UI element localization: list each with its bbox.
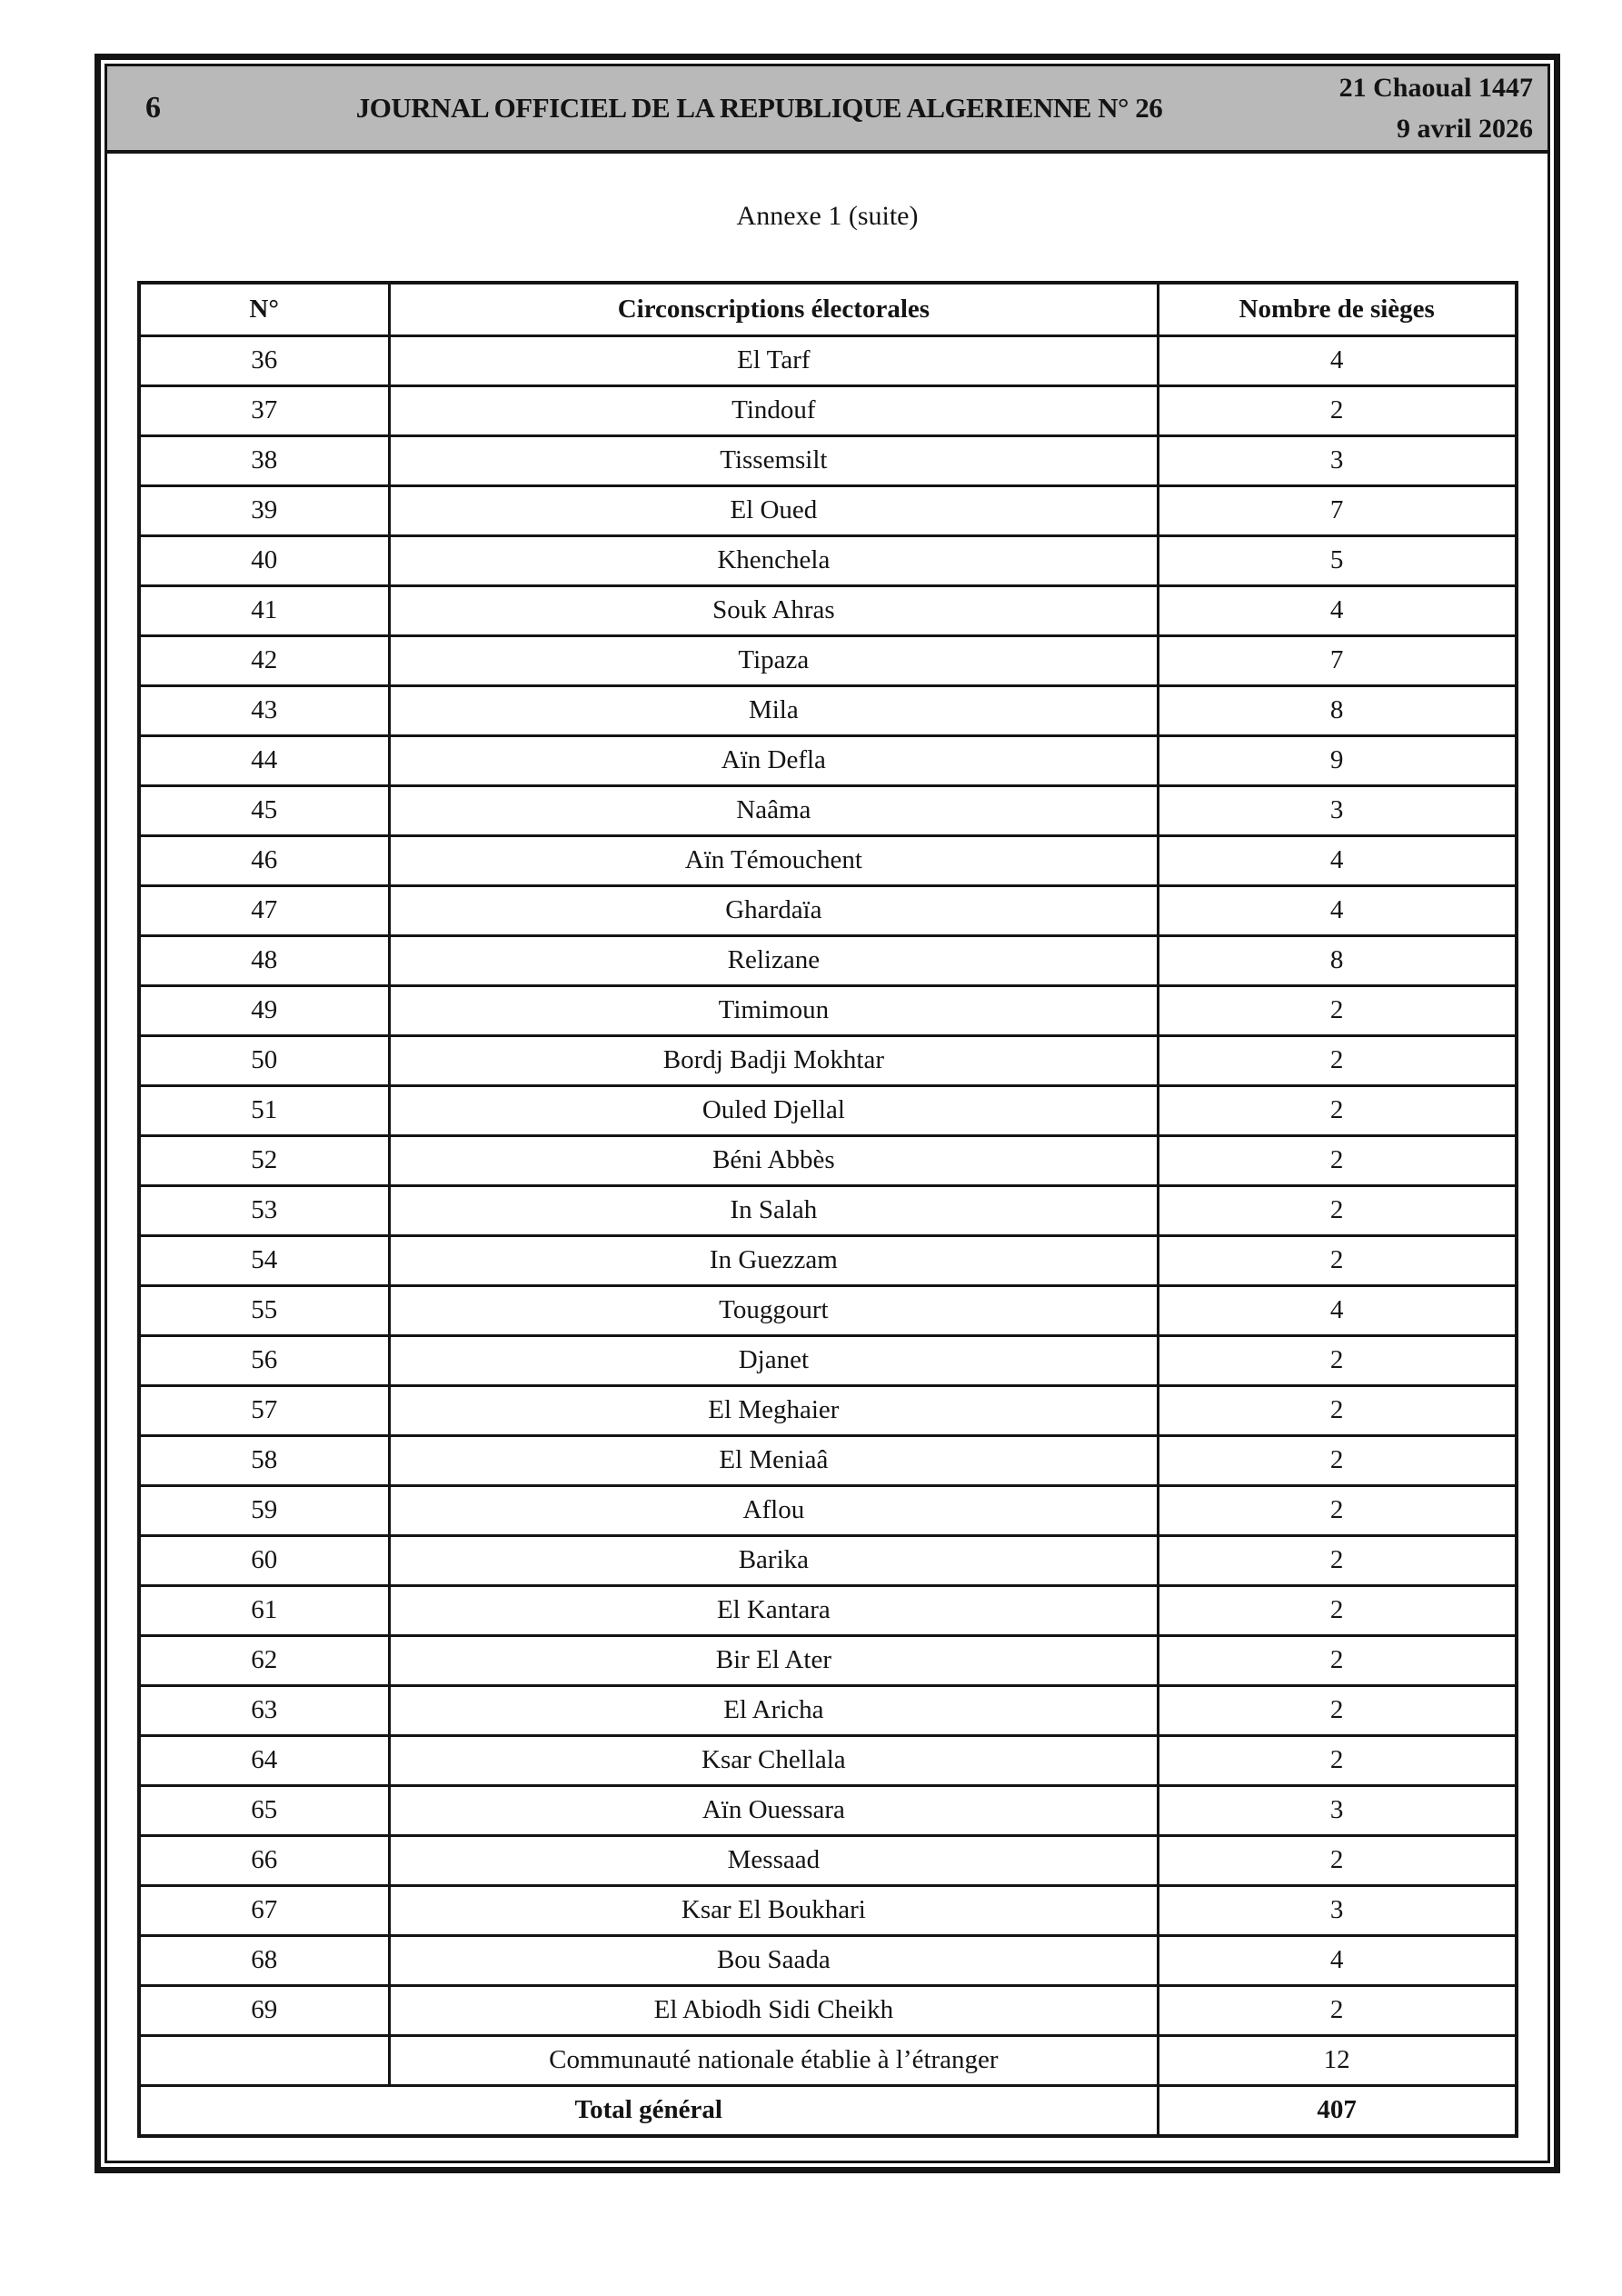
header-district: Circonscriptions électorales xyxy=(389,283,1158,335)
table-row xyxy=(139,985,1517,1035)
table-row xyxy=(139,535,1517,585)
cell-number: 62 xyxy=(139,1635,390,1685)
cell-district: El Tarf xyxy=(389,335,1158,385)
total-label: Total général xyxy=(139,2085,1159,2136)
cell-number: 48 xyxy=(139,935,390,985)
annexe-title: Annexe 1 (suite) xyxy=(736,201,919,231)
cell-seats: 4 xyxy=(1158,885,1516,935)
cell-seats: 2 xyxy=(1158,1635,1516,1685)
seats-table xyxy=(137,281,1518,2138)
table-row xyxy=(139,1885,1517,1935)
cell-number xyxy=(139,2035,390,2085)
cell-number: 49 xyxy=(139,985,390,1035)
cell-number: 67 xyxy=(139,1885,390,1935)
cell-seats: 2 xyxy=(1158,1835,1516,1885)
cell-number: 60 xyxy=(139,1535,390,1585)
header-seats: Nombre de sièges xyxy=(1158,283,1516,335)
cell-seats: 2 xyxy=(1158,985,1516,1035)
cell-seats: 2 xyxy=(1158,1685,1516,1735)
cell-number: 56 xyxy=(139,1335,390,1385)
cell-seats: 4 xyxy=(1158,1935,1516,1985)
table-row xyxy=(139,785,1517,835)
cell-district: Aflou xyxy=(389,1485,1158,1535)
cell-district: Ghardaïa xyxy=(389,885,1158,935)
date-hijri: 21 Chaoual 1447 xyxy=(1338,73,1533,103)
table-row xyxy=(139,935,1517,985)
masthead xyxy=(107,66,1547,154)
table-row xyxy=(139,385,1517,435)
cell-number: 40 xyxy=(139,535,390,585)
cell-number: 51 xyxy=(139,1085,390,1135)
cell-district: El Kantara xyxy=(389,1585,1158,1635)
cell-district: Béni Abbès xyxy=(389,1135,1158,1185)
header-number: N° xyxy=(139,283,390,335)
table-row xyxy=(139,1535,1517,1585)
cell-district: Communauté nationale établie à l’étranger xyxy=(389,2035,1158,2085)
cell-seats: 2 xyxy=(1158,1035,1516,1085)
table-row xyxy=(139,435,1517,485)
cell-district: Touggourt xyxy=(389,1285,1158,1335)
cell-seats: 2 xyxy=(1158,1985,1516,2035)
cell-seats: 2 xyxy=(1158,1735,1516,1785)
cell-number: 66 xyxy=(139,1835,390,1885)
page-inner-frame xyxy=(104,64,1550,2163)
cell-district: Timimoun xyxy=(389,985,1158,1035)
header-row xyxy=(139,283,1517,335)
table-row xyxy=(139,885,1517,935)
table-row xyxy=(139,1985,1517,2035)
cell-number: 37 xyxy=(139,385,390,435)
total-row xyxy=(139,2085,1517,2136)
cell-district: Ksar El Boukhari xyxy=(389,1885,1158,1935)
cell-number: 61 xyxy=(139,1585,390,1635)
cell-number: 69 xyxy=(139,1985,390,2035)
cell-seats: 2 xyxy=(1158,1585,1516,1635)
cell-district: Aïn Defla xyxy=(389,735,1158,785)
cell-district: Naâma xyxy=(389,785,1158,835)
cell-number: 65 xyxy=(139,1785,390,1835)
cell-seats: 4 xyxy=(1158,585,1516,635)
table-row xyxy=(139,1135,1517,1185)
total-seats: 407 xyxy=(1158,2085,1516,2136)
table-row xyxy=(139,1335,1517,1385)
cell-district: Djanet xyxy=(389,1335,1158,1385)
cell-seats: 7 xyxy=(1158,635,1516,685)
cell-district: Ouled Djellal xyxy=(389,1085,1158,1135)
cell-number: 58 xyxy=(139,1435,390,1485)
table-row xyxy=(139,635,1517,685)
table-row xyxy=(139,1685,1517,1735)
cell-seats: 4 xyxy=(1158,835,1516,885)
cell-seats: 2 xyxy=(1158,1235,1516,1285)
cell-number: 42 xyxy=(139,635,390,685)
cell-number: 59 xyxy=(139,1485,390,1535)
cell-number: 47 xyxy=(139,885,390,935)
cell-seats: 5 xyxy=(1158,535,1516,585)
cell-district: Aïn Ouessara xyxy=(389,1785,1158,1835)
cell-number: 64 xyxy=(139,1735,390,1785)
cell-district: Tipaza xyxy=(389,635,1158,685)
cell-seats: 8 xyxy=(1158,685,1516,735)
cell-number: 68 xyxy=(139,1935,390,1985)
cell-district: Khenchela xyxy=(389,535,1158,585)
cell-district: In Guezzam xyxy=(389,1235,1158,1285)
table-row xyxy=(139,1785,1517,1835)
cell-seats: 3 xyxy=(1158,1885,1516,1935)
cell-seats: 7 xyxy=(1158,485,1516,535)
cell-district: Bordj Badji Mokhtar xyxy=(389,1035,1158,1085)
cell-seats: 2 xyxy=(1158,1435,1516,1485)
table-row xyxy=(139,1285,1517,1335)
cell-seats: 3 xyxy=(1158,785,1516,835)
cell-district: Tindouf xyxy=(389,385,1158,435)
table-row xyxy=(139,1635,1517,1685)
cell-seats: 8 xyxy=(1158,935,1516,985)
cell-seats: 2 xyxy=(1158,1085,1516,1135)
issue-dates xyxy=(1275,67,1547,149)
cell-number: 38 xyxy=(139,435,390,485)
cell-district: El Aricha xyxy=(389,1685,1158,1735)
cell-seats: 4 xyxy=(1158,335,1516,385)
table-row xyxy=(139,1485,1517,1535)
cell-number: 36 xyxy=(139,335,390,385)
cell-district: El Oued xyxy=(389,485,1158,535)
cell-number: 53 xyxy=(139,1185,390,1235)
cell-number: 39 xyxy=(139,485,390,535)
cell-district: Aïn Témouchent xyxy=(389,835,1158,885)
table-row xyxy=(139,1185,1517,1235)
cell-seats: 2 xyxy=(1158,1185,1516,1235)
cell-seats: 2 xyxy=(1158,1485,1516,1535)
cell-number: 50 xyxy=(139,1035,390,1085)
cell-seats: 2 xyxy=(1158,1535,1516,1585)
journal-title: JOURNAL OFFICIEL DE LA REPUBLIQUE ALGERIENNE N° 26 xyxy=(355,92,1163,124)
table-row xyxy=(139,1585,1517,1635)
cell-number: 57 xyxy=(139,1385,390,1435)
table-row xyxy=(139,1235,1517,1285)
cell-seats: 4 xyxy=(1158,1285,1516,1335)
table-row xyxy=(139,1435,1517,1485)
cell-district: Ksar Chellala xyxy=(389,1735,1158,1785)
cell-number: 55 xyxy=(139,1285,390,1335)
table-row xyxy=(139,1085,1517,1135)
cell-district: Messaad xyxy=(389,1835,1158,1885)
cell-seats: 3 xyxy=(1158,435,1516,485)
cell-number: 44 xyxy=(139,735,390,785)
cell-seats: 2 xyxy=(1158,1135,1516,1185)
cell-seats: 3 xyxy=(1158,1785,1516,1835)
table-row xyxy=(139,1385,1517,1435)
cell-number: 46 xyxy=(139,835,390,885)
cell-number: 63 xyxy=(139,1685,390,1735)
page-number: 6 xyxy=(145,91,161,125)
cell-district: In Salah xyxy=(389,1185,1158,1235)
cell-seats: 12 xyxy=(1158,2035,1516,2085)
table-row xyxy=(139,1835,1517,1885)
table-row xyxy=(139,735,1517,785)
cell-seats: 2 xyxy=(1158,385,1516,435)
page-border-frame xyxy=(95,54,1560,2173)
cell-seats: 2 xyxy=(1158,1385,1516,1435)
cell-district: Souk Ahras xyxy=(389,585,1158,635)
cell-district: Relizane xyxy=(389,935,1158,985)
cell-number: 52 xyxy=(139,1135,390,1185)
table-row xyxy=(139,335,1517,385)
cell-seats: 2 xyxy=(1158,1335,1516,1385)
table-row xyxy=(139,1035,1517,1085)
table-row xyxy=(139,685,1517,735)
cell-district: Mila xyxy=(389,685,1158,735)
cell-district: El Meniaâ xyxy=(389,1435,1158,1485)
table-body xyxy=(139,335,1517,2136)
cell-number: 45 xyxy=(139,785,390,835)
cell-seats: 9 xyxy=(1158,735,1516,785)
cell-number: 43 xyxy=(139,685,390,735)
cell-district: El Meghaier xyxy=(389,1385,1158,1435)
table-header xyxy=(139,283,1517,335)
cell-district: Bir El Ater xyxy=(389,1635,1158,1685)
table-row xyxy=(139,585,1517,635)
cell-district: Barika xyxy=(389,1535,1158,1585)
cell-district: Bou Saada xyxy=(389,1935,1158,1985)
table-row xyxy=(139,1935,1517,1985)
table-row xyxy=(139,485,1517,535)
date-gregorian: 9 avril 2026 xyxy=(1397,114,1533,144)
cell-number: 54 xyxy=(139,1235,390,1285)
table-row xyxy=(139,1735,1517,1785)
table-row xyxy=(139,2035,1517,2085)
cell-district: Tissemsilt xyxy=(389,435,1158,485)
cell-number: 41 xyxy=(139,585,390,635)
table-row xyxy=(139,835,1517,885)
cell-district: El Abiodh Sidi Cheikh xyxy=(389,1985,1158,2035)
